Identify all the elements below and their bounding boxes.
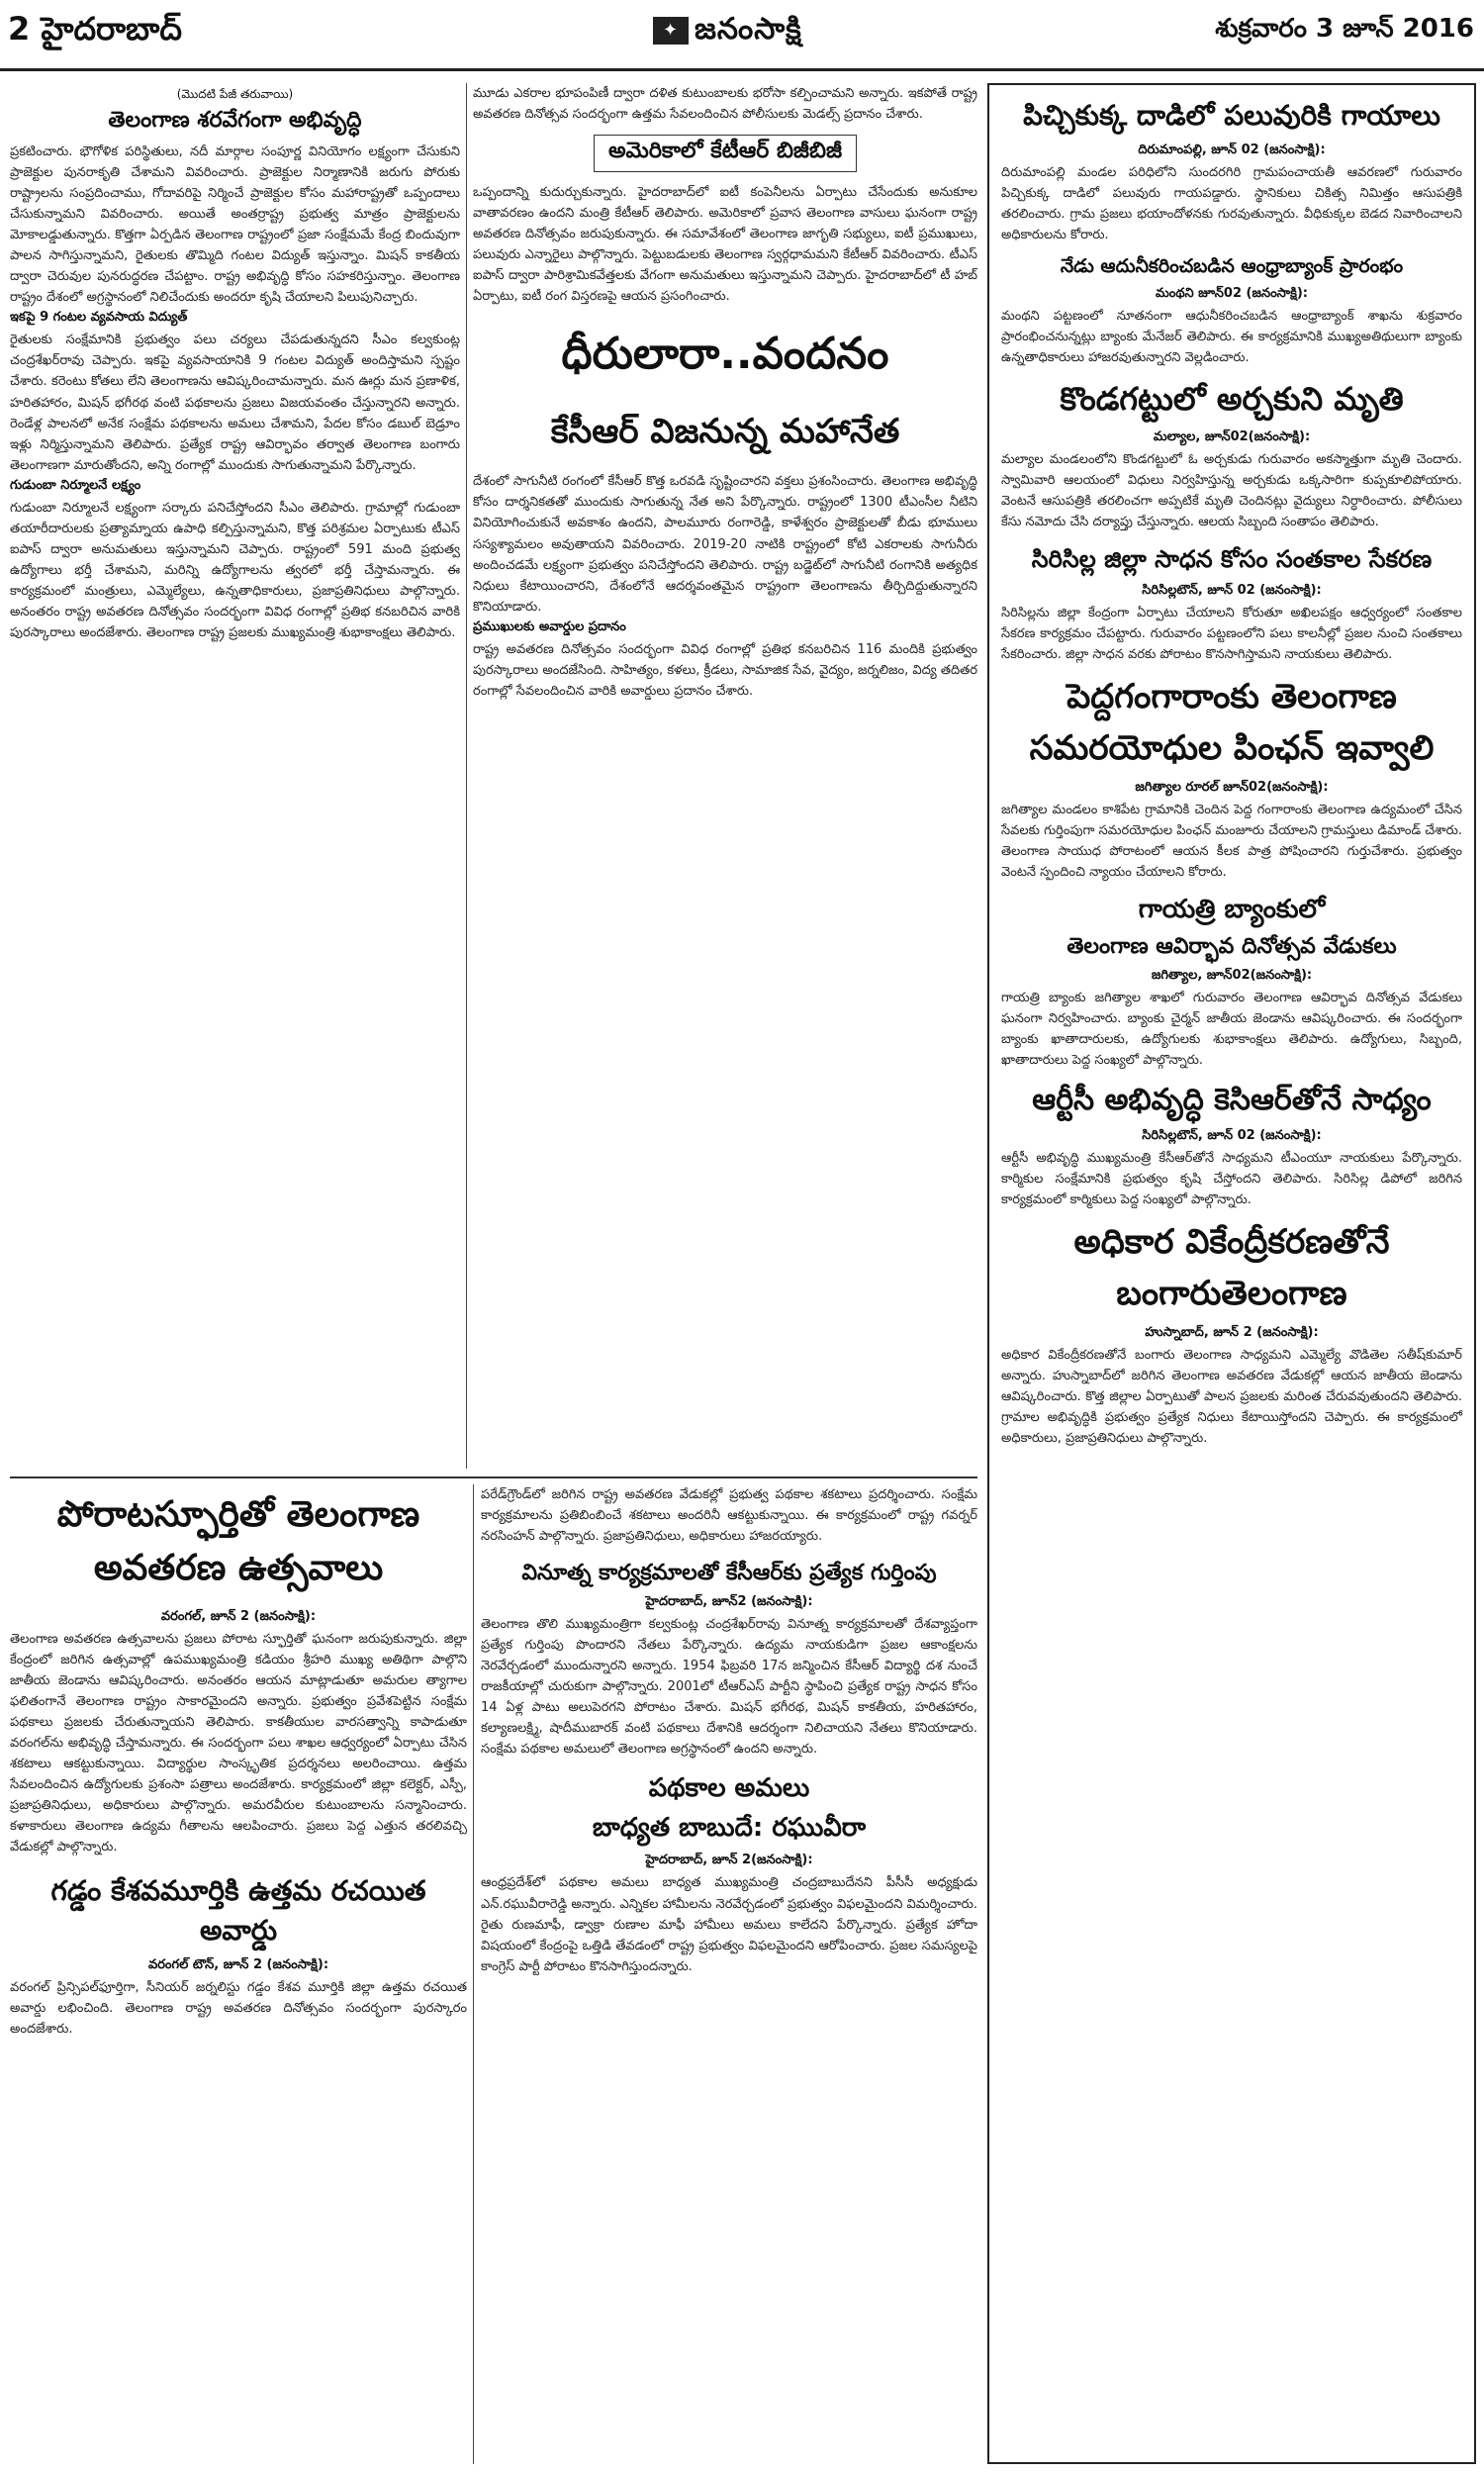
news-item <box>1001 677 1462 883</box>
paragraph: రైతులకు సంక్షేమానికి ప్రభుత్వం పలు చర్యలు చేపడుతున్నదని సీఎం కల్వకుంట్ల చంద్రశేఖర్‌రావు చెప్పారు. ఇకపై వ్యవసాయానికి 9 గంటల విద్యుత్ అందిస్తామని స్పష్టం చేశారు. కరెంటు కోతలు లేని తెలంగాణను ఆవిష్కరించామన్నారు. మన ఊర్లు మన ప్రణాళిక, హరితహారం, మిషన్ భగీరథ వంటి పథకాలను ప్రజలు విజయవంతం చేస్తున్నారని అన్నారు. రెండేళ్ల పాలనలో అనేక సంక్షేమ పథకాలను అమలు చేశామని, పేదల కోసం డబుల్ బెడ్రూం ఇళ్లు నిర్మిస్తున్నామని తెలిపారు. ప్రత్యేక రాష్ట్ర ఆవిర్భావం తర్వాత తెలంగాణ బంగారు తెలంగాణగా మారుతోందని, అన్ని రంగాల్లో ముందుకు సాగుతున్నామని పేర్కొన్నారు. <box>10 333 460 473</box>
dateline: మంథని జూన్02 (జనంసాక్షి): <box>1155 286 1309 302</box>
paragraph: పరేడ్‌గ్రౌండ్‌లో జరిగిన రాష్ట్ర అవతరణ వేడుకల్లో ప్రభుత్వ పథకాల శకటాలు ప్రదర్శించారు. సంక్షేమ కార్యక్రమాలను ప్రతిబింబించే శకటాలు అందరినీ ఆకట్టుకున్నాయి. ఈ కార్యక్రమంలో రాష్ట్ర గవర్నర్ నరసింహన్ పాల్గొన్నారు. ప్రజాప్రతినిధులు, అధికారులు హాజరయ్యారు. <box>481 1487 977 1545</box>
dateline: మల్యాల, జూన్02(జనంసాక్షి): <box>1153 429 1311 445</box>
paragraph: సిరిసిల్లను జిల్లా కేంద్రంగా ఏర్పాటు చేయాలని కోరుతూ అఖిలపక్షం ఆధ్వర్యంలో సంతకాల సేకరణ కార్యక్రమం చేపట్టారు. గురువారం పట్టణంలోని పలు కాలనీల్లో ప్రజల నుంచి సంతకాలు సేకరించారు. జిల్లా సాధన వరకు పోరాటం కొనసాగిస్తామని నాయకులు తెలిపారు. <box>1001 605 1462 662</box>
paragraph: మూడు ఎకరాల భూపంపిణీ ద్వారా దళిత కుటుంబాలకు భరోసా కల్పించామని అన్నారు. ఇకపోతే రాష్ట్ర అవతరణ దినోత్సవ సందర్భంగా ఉత్తమ సేవలందించిన పోలీసులకు మెడల్స్ ప్రదానం చేశారు. <box>473 86 977 123</box>
paragraph: రాష్ట్ర అవతరణ దినోత్సవం సందర్భంగా వివిధ రంగాల్లో ప్రతిభ కనబరిచిన 116 మందికి ప్రభుత్వం పురస్కారాలు అందజేసింది. సాహిత్యం, కళలు, క్రీడలు, సామాజిక సేవ, వైద్యం, జర్నలిజం, విద్య తదితర రంగాల్లో సేవలందించిన వారికి అవార్డులు ప్రదానం చేశారు. <box>473 641 977 699</box>
headline-line2: బంగారుతెలంగాణ <box>1116 1274 1347 1314</box>
headline: సిరిసిల్ల జిల్లా సాధన కోసం సంతకాల సేకరణ <box>1031 544 1433 573</box>
paragraph: మంథని పట్టణంలో నూతనంగా ఆధునీకరించబడిన ఆంధ్రాబ్యాంక్ శాఖను శుక్రవారం ప్రారంభించనున్నట్లు బ్యాంకు మేనేజర్ తెలిపారు. ఈ కార్యక్రమానికి ముఖ్యఅతిథులుగా బ్యాంకు ఉన్నతాధికారులు హాజరవుతున్నారని వెల్లడించారు. <box>1001 309 1462 366</box>
news-item <box>1001 545 1462 665</box>
dateline: సిరిసిల్లటౌన్, జూన్ 02 (జనంసాక్షి): <box>1142 582 1322 598</box>
paragraph: గాయత్రి బ్యాంకు జగిత్యాల శాఖలో గురువారం తెలంగాణ ఆవిర్భావ దినోత్సవ వేడుకలు ఘనంగా నిర్వహించారు. బ్యాంకు చైర్మన్ జాతీయ జెండాను ఆవిష్కరించారు. ఈ సందర్భంగా బ్యాంకు ఖాతాదారులకు, ఉద్యోగులకు శుభాకాంక్షలు తెలిపారు. ఉద్యోగులు, సిబ్బంది, ఖాతాదారులు పెద్ద సంఖ్యలో పాల్గొన్నారు. <box>1001 990 1462 1068</box>
headline: తెలంగాణ శరవేగంగా అభివృద్ధి <box>108 108 362 133</box>
headline-line1: పెద్దగంగారాంకు తెలంగాణ <box>1067 676 1397 716</box>
headline-ktr-america: అమెరికాలో కేటీఆర్ బిజీబిజీ <box>594 135 857 172</box>
masthead <box>0 0 1484 71</box>
news-item <box>1001 1222 1462 1449</box>
article-kcr <box>473 83 977 1469</box>
dateline: జగిత్యాల, జూన్02(జనంసాక్షి): <box>1151 967 1313 983</box>
headline: నేడు ఆదునీకరించబడిన ఆంధ్రాబ్యాంక్ ప్రారంభం <box>1060 255 1404 278</box>
column-rule <box>466 83 467 1469</box>
subheading: గుడుంబా నిర్మూలనే లక్ష్యం <box>10 477 141 493</box>
paragraph: గుడుంబా నిర్మూలనే లక్ష్యంగా సర్కారు పనిచేస్తోందని సీఎం తెలిపారు. గ్రామాల్లో గుడుంబా తయారీదారులకు ప్రత్యామ్నాయ ఉపాధి కల్పిస్తున్నామని, కొత్త పరిశ్రమల ఏర్పాటుకు టీఎస్ ఐపాస్ ద్వారా అనుమతులు ఇస్తున్నామని చెప్పారు. రాష్ట్రంలో 591 మంది ప్రభుత్వ ఉద్యోగాలు భర్తీ చేశామని, మరిన్ని ఉద్యోగాలను త్వరలో భర్తీ చేస్తామన్నారు. ఈ కార్యక్రమంలో మంత్రులు, ఎమ్మెల్యేలు, ఉన్నతాధికారులు, ప్రజాప్రతినిధులు పాల్గొన్నారు. అనంతరం రాష్ట్ర అవతరణ దినోత్సవం సందర్భంగా వివిధ రంగాల్లో ప్రతిభ కనబరిచిన వారికి పురస్కారాలు అందజేశారు. తెలంగాణ రాష్ట్ర ప్రజలకు ముఖ్యమంత్రి శుభాకాంక్షలు తెలిపారు. <box>10 500 460 640</box>
dateline: జగిత్యాల రూరల్ జూన్02(జనంసాక్షి): <box>1135 779 1329 795</box>
headline: కొండగట్టులో అర్చకుని మృతి <box>1060 380 1404 419</box>
headline-line1: పోరాటస్ఫూర్తితో తెలంగాణ <box>56 1494 420 1535</box>
paragraph: ఆర్టీసీ అభివృద్ధి ముఖ్యమంత్రి కేసీఆర్‌తోనే సాధ్యమని టీఎంయూ నాయకులు పేర్కొన్నారు. కార్మికుల సంక్షేమానికి ప్రభుత్వం కృషి చేస్తోందని తెలిపారు. సిరిసిల్ల డిపోలో జరిగిన కార్యక్రమంలో కార్మికులు పెద్ద సంఖ్యలో పాల్గొన్నారు. <box>1001 1151 1462 1208</box>
paragraph: ఆంధ్రప్రదేశ్‌లో పథకాల అమలు బాధ్యత ముఖ్యమంత్రి చంద్రబాబుదేనని పీసీసీ అధ్యక్షుడు ఎన్.రఘువీరారెడ్డి అన్నారు. ఎన్నికల హామీలను నెరవేర్చడంలో ప్రభుత్వం విఫలమైందని విమర్శించారు. రైతు రుణమాఫీ, డ్వాక్రా రుణాల మాఫీ హామీలు అమలు కాలేదని పేర్కొన్నారు. ప్రత్యేక హోదా విషయంలో కేంద్రంపై ఒత్తిడి తేవడంలో రాష్ట్ర ప్రభుత్వం విఫలమైందని ఆరోపించారు. ప్రజల సమస్యలపై కాంగ్రెస్ పార్టీ పోరాటం కొనసాగిస్తుందన్నారు. <box>481 1875 977 1974</box>
headline-schemes-line1: పథకాల అమలు <box>648 1773 810 1804</box>
news-item <box>1001 1083 1462 1210</box>
column-rule <box>473 1484 474 2464</box>
paragraph: తెలంగాణ అవతరణ ఉత్సవాలను ప్రజలు పోరాట స్ఫూర్తితో ఘనంగా జరుపుకున్నారు. జిల్లా కేంద్రంలో జరిగిన ఉత్సవాల్లో ఉపముఖ్యమంత్రి కడియం శ్రీహరి ముఖ్య అతిథిగా పాల్గొని జాతీయ జెండాను ఆవిష్కరించారు. అనంతరం ఆయన మాట్లాడుతూ అమరుల త్యాగాల ఫలితంగానే తెలంగాణ రాష్ట్రం సాకారమైందని అన్నారు. ప్రభుత్వం ప్రవేశపెట్టిన సంక్షేమ పథకాలు ప్రజలకు చేరుతున్నాయని తెలిపారు. కాకతీయుల వారసత్వాన్ని కాపాడుతూ వరంగల్‌ను అభివృద్ధి చేస్తామన్నారు. ఈ సందర్భంగా పలు శాఖల ఆధ్వర్యంలో ఏర్పాటు చేసిన శకటాలు ఆకట్టుకున్నాయి. విద్యార్థుల సాంస్కృతిక ప్రదర్శనలు అలరించాయి. ఉత్తమ సేవలందించిన ఉద్యోగులకు ప్రశంసా పత్రాలు అందజేశారు. కార్యక్రమంలో జిల్లా కలెక్టర్, ఎస్పీ, ప్రజాప్రతినిధులు, అధికారులు పాల్గొన్నారు. అమరవీరుల కుటుంబాలను సన్మానించారు. కళాకారులు తెలంగాణ ఉద్యమ గీతాలను ఆలపించారు. ప్రజలు పెద్ద ఎత్తున తరలివచ్చి వేడుకల్లో పాల్గొన్నారు. <box>10 1632 467 1856</box>
article-development <box>10 83 460 1469</box>
paragraph: దేశంలో సాగునీటి రంగంలో కేసీఆర్ కొత్త ఒరవడి సృష్టించారని వక్తలు ప్రశంసించారు. తెలంగాణ అభివృద్ధి కోసం దార్శనికతతో ముందుకు సాగుతున్న నేత అని పేర్కొన్నారు. రాష్ట్రంలో 1300 టీఎంసీల నీటిని వినియోగించుకునే అవకాశం ఉందని, పాలమూరు రంగారెడ్డి, కాళేశ్వరం ప్రాజెక్టులతో బీడు భూములు సస్యశ్యామలం అవుతాయని వివరించారు. 2019-20 నాటికి రాష్ట్రంలో కోటి ఎకరాలకు సాగునీరు అందించడమే లక్ష్యంగా ప్రభుత్వం పనిచేస్తోందని తెలిపారు. రాష్ట్ర బడ్జెట్‌లో సాగునీటి రంగానికి అత్యధిక నిధులు కేటాయించారని, దేశంలోనే ఆదర్శవంతమైన రాష్ట్రంగా తెలంగాణను తీర్చిదిద్దుతున్నారని కొనియాడారు. <box>473 474 977 615</box>
paragraph: వరంగల్ ప్రిన్సిపల్‌ఫూర్తిగా, సీనియర్ జర్నలిస్టు గడ్డం కేశవ మూర్తికి జిల్లా ఉత్తమ రచయిత అవార్డు లభించింది. తెలంగాణ రాష్ట్ర అవతరణ దినోత్సవం సందర్భంగా పురస్కారం అందజేశారు. <box>10 1979 467 2037</box>
headline-line1: అధికార వికేంద్రీకరణతోనే <box>1073 1222 1390 1263</box>
newspaper-logo <box>653 12 802 53</box>
subheading: ఇకపై 9 గంటల వ్యవసాయ విద్యుత్ <box>10 310 188 326</box>
news-item <box>1001 99 1462 245</box>
dateline: హైదరాబాద్, జూన్ 2(జనంసాక్షి): <box>645 1853 813 1868</box>
dateline: సిరిసిల్లటౌన్, జూన్ 02 (జనంసాక్షి): <box>1142 1128 1322 1144</box>
page-number-city: 2 హైదరాబాద్ <box>8 10 182 48</box>
headline-innovative: వినూత్న కార్యక్రమాలతో కేసీఆర్‌కు ప్రత్యేక గుర్తింపు <box>521 1561 937 1586</box>
paragraph: తెలంగాణ తొలి ముఖ్యమంత్రిగా కల్వకుంట్ల చంద్రశేఖర్‌రావు వినూత్న కార్యక్రమాలతో దేశవ్యాప్తంగా ప్రత్యేక గుర్తింపు పొందారని నేతలు పేర్కొన్నారు. ఉద్యమ నాయకుడిగా ప్రజల ఆకాంక్షలను నెరవేర్చడంలో ముందున్నారని అన్నారు. 1954 ఫిబ్రవరి 17న జన్మించిన కేసీఆర్ విద్యార్థి దశ నుంచే రాజకీయాల్లో చురుకుగా పాల్గొన్నారు. 2001లో టీఆర్ఎస్ పార్టీని స్థాపించి ప్రత్యేక రాష్ట్ర సాధన కోసం 14 ఏళ్ల పాటు అలుపెరగని పోరాటం చేశారు. మిషన్ భగీరథ, మిషన్ కాకతీయ, హరితహారం, కల్యాణలక్ష్మి, షాదీముబారక్ వంటి పథకాలు దేశానికి ఆదర్శంగా నిలిచాయని నేతలు కొనియాడారు. సంక్షేమ పథకాల అమలులో తెలంగాణ అగ్రస్థానంలో ఉందని అన్నారు. <box>481 1617 977 1758</box>
headline-line1: గాయత్రి బ్యాంకులో <box>1138 894 1326 924</box>
paragraph: దిరుమాంపల్లి మండల పరిధిలోని సుందరగిరి గ్రామపంచాయతీ ఆవరణలో గురువారం పిచ్చికుక్క దాడిలో పలువురు గాయపడ్డారు. స్థానికులు చికిత్స నిమిత్తం ఆసుపత్రికి తరలించారు. గ్రామ ప్రజలు భయాందోళనకు గురవుతున్నారు. వీధికుక్కల బెడద నివారించాలని అధికారులను కోరారు. <box>1001 165 1462 243</box>
headline-line2: సమరయోధుల పింఛన్ ఇవ్వాలి <box>1029 727 1435 768</box>
headline: ఆర్టీసీ అభివృద్ధి కెసిఆర్‌తోనే సాధ్యం <box>1032 1083 1432 1118</box>
headline-schemes-line2: బాధ్యత బాబుదే: రఘువీరా <box>592 1813 867 1844</box>
dateline: వరంగల్ టౌన్, జూన్ 2 (జనంసాక్షి): <box>147 1956 329 1972</box>
headline-line2: తెలంగాణ ఆవిర్భావ దినోత్సవ వేడుకలు <box>1067 933 1397 959</box>
headline-award: గడ్డం కేశవమూర్తికి ఉత్తమ రచయిత అవార్డు <box>50 1873 426 1947</box>
news-item <box>1001 255 1462 368</box>
paragraph: మల్యాల మండలంలోని కొండగట్టులో ఓ అర్చకుడు గురువారం అకస్మాత్తుగా మృతి చెందారు. స్వామివారి ఆలయంలో విధులు నిర్వహిస్తున్న అర్చకుడు ఒక్కసారిగా కుప్పకూలిపోయారు. వెంటనే ఆసుపత్రికి తరలించగా అప్పటికే మృతి చెందినట్లు వైద్యులు నిర్ధారించారు. పోలీసులు కేసు నమోదు చేసి దర్యాప్తు చేస్తున్నారు. ఆలయ సిబ్బంది సంతాపం తెలిపారు. <box>1001 452 1462 530</box>
article-celebrations <box>10 1484 467 2464</box>
newspaper-name: జనంసాక్షి <box>695 12 802 47</box>
paragraph: ప్రకటించారు. భౌగోళిక పరిస్థితులు, నదీ మార్గాల సంపూర్ణ వినియోగం లక్ష్యంగా చేసుకుని ప్రాజెక్టుల పునరాకృతి చేశామని వివరించారు. ప్రాజెక్టుల నిర్మాణానికి జరుగు పోరుకు రాష్ట్రాలను సంప్రదించాము, గోదావరిపై నిర్మించే ప్రాజెక్టుల కోసం మహారాష్ట్రతో ఒప్పందాలు చేసుకున్నామని వివరించారు. అయితే అంతర్రాష్ట్ర ప్రభుత్వ మాత్రం ప్రాజెక్టులను మోకాలడ్డుతున్నారు. కొత్తగా ఏర్పడిన తెలంగాణ రాష్ట్రంలో ప్రజా సంక్షేమమే కేంద్ర బిందువుగా పాలన సాగిస్తున్నామని, రైతులకు తొమ్మిది గంటల విద్యుత్ ఇస్తున్నాం. మిషన్ కాకతీయ ద్వారా చెరువుల పునరుద్ధరణ చేపట్టాం. రాష్ట్ర అభివృద్ధి కోసం సహకరిస్తున్నాం. తెలంగాణ రాష్ట్రం దేశంలో అగ్రస్థానంలో నిలిచేందుకు అందరూ కృషి చేయాలని పిలుపునిచ్చారు. <box>10 144 460 306</box>
dateline: దిరుమాంపల్లి, జూన్ 02 (జనంసాక్షి): <box>1138 143 1326 157</box>
paragraph: ఒప్పందాన్ని కుదుర్చుకున్నారు. హైదరాబాద్‌లో ఐటీ కంపెనీలను ఏర్పాటు చేసేందుకు అనుకూల వాతావరణం ఉందని మంత్రి కేటీఆర్ తెలిపారు. అమెరికాలో ప్రవాస తెలంగాణ వాసులు ఘనంగా రాష్ట్ర అవతరణ దినోత్సవం జరుపుకున్నారు. ఈ సమావేశంలో తెలంగాణ జాగృతి సభ్యులు, ఐటీ ప్రముఖులు, పలువురు ఎన్నారైలు పాల్గొన్నారు. పెట్టుబడులకు తెలంగాణ స్వర్గధామమని కేటీఆర్ వివరించారు. టీఎస్ ఐపాస్ ద్వారా పారిశ్రామికవేత్తలకు వేగంగా అనుమతులు ఇస్తున్నామని చెప్పారు. హైదరాబాద్‌లో టీ హబ్ ఏర్పాటు, ఐటీ రంగ విస్తరణపై ఆయన ప్రసంగించారు. <box>473 185 977 305</box>
subheading: ప్రముఖులకు అవార్డుల ప్రదానం <box>473 618 626 634</box>
dateline: హైదరాబాద్, జూన్2 (జనంసాక్షి): <box>645 1594 813 1610</box>
paragraph: జగిత్యాల మండలం కాశిపేట గ్రామానికి చెందిన పెద్ద గంగారాంకు తెలంగాణ ఉద్యమంలో చేసిన సేవలకు గుర్తింపుగా సమరయోధుల పింఛన్ మంజూరు చేయాలని గ్రామస్తులు డిమాండ్ చేశారు. తెలంగాణ సాయుధ పోరాటంలో ఆయన కీలక పాత్ర పోషించారని గుర్తుచేశారు. ప్రభుత్వం వెంటనే స్పందించి న్యాయం చేయాలని కోరారు. <box>1001 802 1462 880</box>
dateline: వరంగల్, జూన్ 2 (జనంసాక్షి): <box>160 1609 317 1624</box>
district-news-column <box>987 83 1476 2464</box>
headline: పిచ్చికుక్క దాడిలో పలువురికి గాయాలు <box>1023 99 1440 132</box>
headline-visionary: కేసీఆర్ విజనున్న మహానేత <box>550 412 900 452</box>
headline-line2: అవతరణ ఉత్సవాలు <box>93 1548 384 1588</box>
dateline: హుస్నాబాద్, జూన్ 2 (జనంసాక్షి): <box>1145 1325 1319 1341</box>
logo-mark-icon: ✦ <box>653 17 689 45</box>
headline-salute: ధీరులారా..వందనం <box>561 329 889 380</box>
paragraph: అధికార వికేంద్రీకరణతోనే బంగారు తెలంగాణ సాధ్యమని ఎమ్మెల్యే వొడితెల సతీష్‌కుమార్ అన్నారు. హుస్నాబాద్‌లో జరిగిన తెలంగాణ అవతరణ వేడుకల్లో ఆయన జాతీయ జెండాను ఆవిష్కరించారు. కొత్త జిల్లాల ఏర్పాటుతో పాలన ప్రజలకు మరింత చేరువవుతుందని తెలిపారు. గ్రామాల అభివృద్ధికి ప్రభుత్వం ప్రత్యేక నిధులు కేటాయిస్తోందని చెప్పారు. ఈ కార్యక్రమంలో అధికారులు, ప్రజాప్రతినిధులు పాల్గొన్నారు. <box>1001 1348 1462 1447</box>
article-recognition <box>481 1484 977 2464</box>
continuation-tag: (మొదటి పేజీ తరువాయి) <box>176 87 294 101</box>
section-divider <box>10 1476 977 1478</box>
issue-date: శుక్రవారం 3 జూన్ 2016 <box>1215 14 1474 44</box>
news-item <box>1001 895 1462 1071</box>
news-item <box>1001 380 1462 532</box>
